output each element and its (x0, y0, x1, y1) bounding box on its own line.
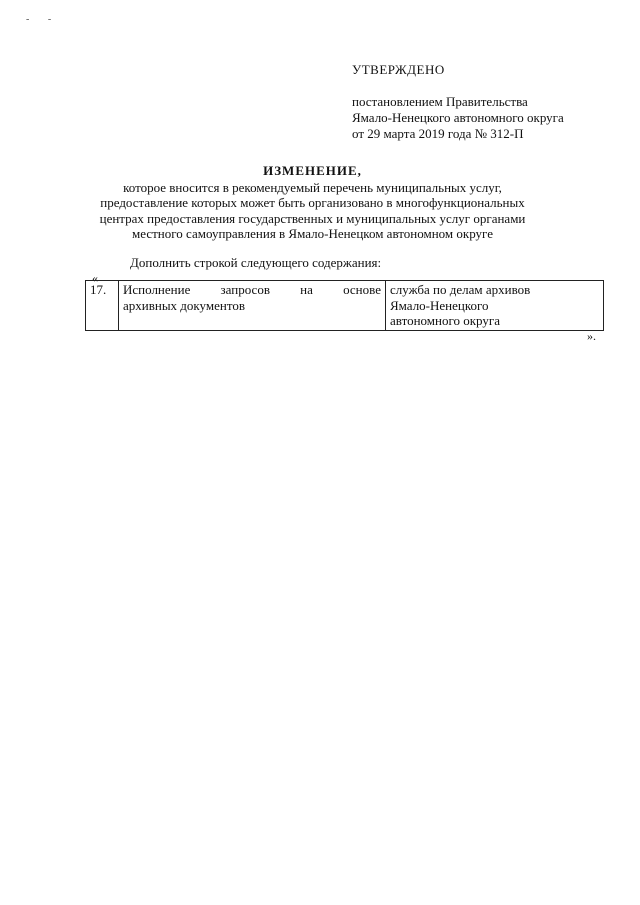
heading-line: предоставление которых может быть организовано в многофункциональных (100, 195, 525, 210)
instruction-text: Дополнить строкой следующего содержания: (130, 255, 382, 270)
document-heading (80, 163, 545, 242)
row-number-cell: 17. (86, 281, 119, 331)
organization-line: автономного округа (390, 313, 500, 328)
services-table (85, 280, 604, 331)
approval-block (352, 62, 622, 142)
approved-title: УТВЕРЖДЕНО (352, 62, 445, 77)
table-row (86, 281, 604, 331)
change-title: ИЗМЕНЕНИЕ, (263, 163, 362, 178)
open-quote: « (92, 271, 98, 285)
service-name-rest: архивных документов (123, 297, 245, 313)
close-quote: ». (587, 329, 596, 343)
organization-line: Ямало-Ненецкого (390, 297, 489, 313)
heading-line: которое вносится в рекомендуемый перечень муниципальных услуг, (123, 179, 502, 195)
service-word: Исполнение (123, 282, 191, 297)
heading-line: местного самоуправления в Ямало-Ненецком автономном округе (132, 226, 493, 241)
service-word: основе (343, 282, 381, 297)
service-name-first-line (123, 282, 381, 298)
organization-line: служба по делам архивов (390, 282, 531, 297)
approval-line-date: от 29 марта 2019 года № 312-П (352, 126, 524, 141)
approval-line-resolution: постановлением Правительства (352, 94, 528, 109)
scan-corner-mark: - - (26, 14, 60, 25)
service-word: на (300, 282, 313, 297)
approval-line-region: Ямало-Ненецкого автономного округа (352, 110, 564, 125)
heading-line: центрах предоставления государственных и муниципальных услуг органами (99, 210, 526, 226)
organization-cell (386, 281, 604, 331)
service-name-cell (119, 281, 386, 331)
service-word: запросов (220, 282, 270, 297)
